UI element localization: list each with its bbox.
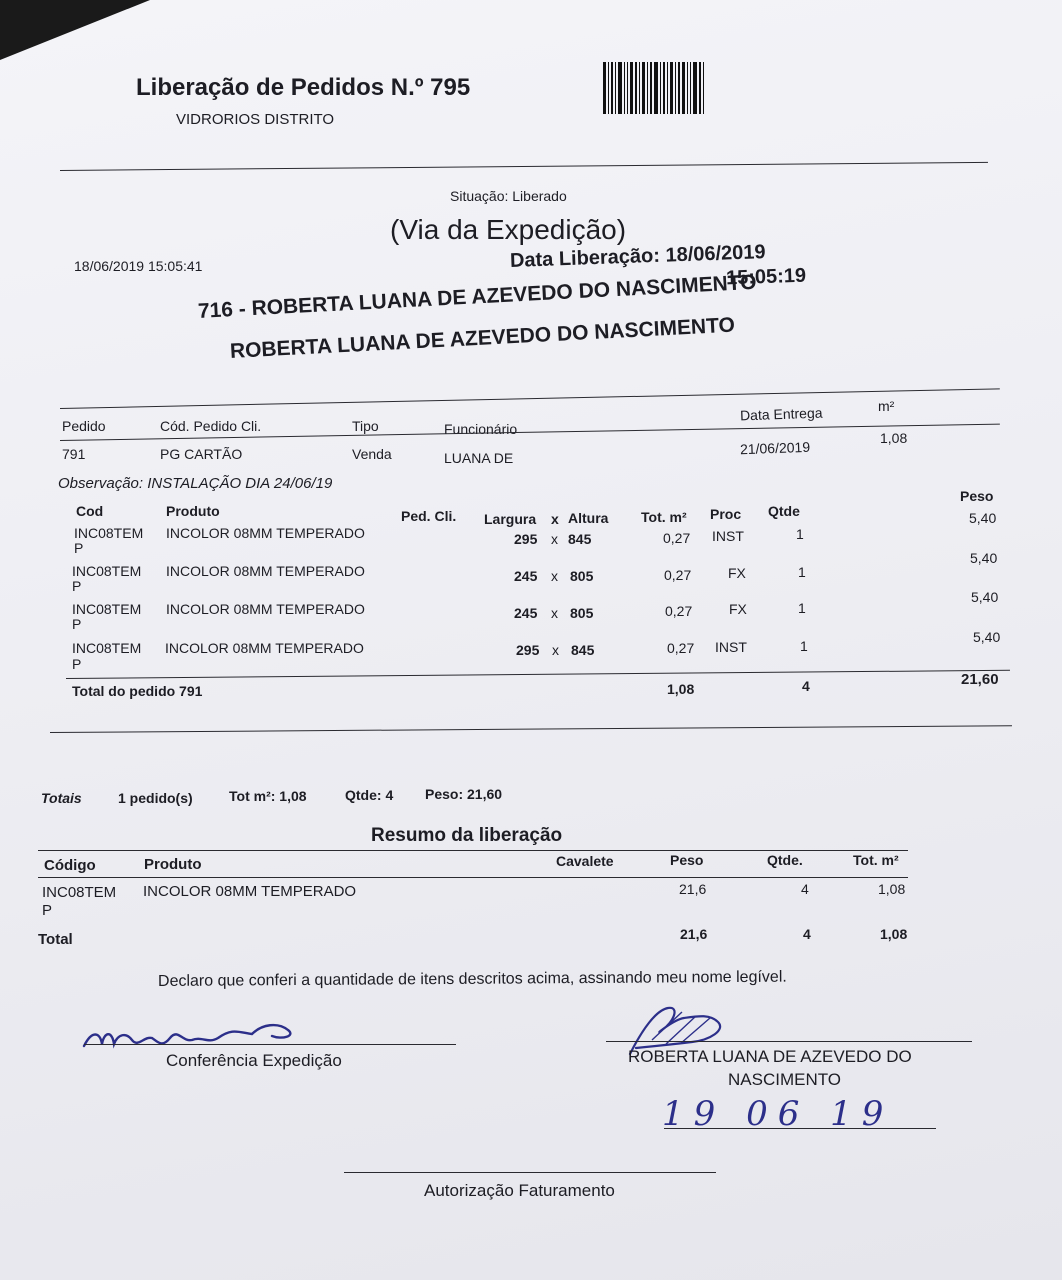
barcode-bar <box>675 62 676 114</box>
total-tot-m2: 1,08 <box>667 681 695 697</box>
row-produto: INCOLOR 08MM TEMPERADO <box>166 601 365 617</box>
order-tipo: Venda <box>352 446 392 462</box>
row-peso: 5,40 <box>969 510 997 526</box>
declaration-text: Declaro que conferi a quantidade de itens descritos acima, assinando meu nome legível. <box>157 968 787 990</box>
barcode-bar <box>703 62 704 114</box>
barcode-bar <box>663 62 665 114</box>
status-text: Situação: Liberado <box>450 188 567 204</box>
signature-line-left <box>84 1044 456 1045</box>
barcode-bar <box>654 62 658 114</box>
barcode-bar <box>682 62 685 114</box>
signature-label-left: Conferência Expedição <box>166 1051 342 1070</box>
row-largura: 245 <box>514 605 538 621</box>
row-tot-m2: 0,27 <box>665 603 693 619</box>
row-produto: INCOLOR 08MM TEMPERADO <box>166 525 365 541</box>
order-pedido: 791 <box>62 446 86 462</box>
summary-title: Resumo da liberação <box>371 825 563 846</box>
order-col-m2: m² <box>878 398 895 414</box>
row-x: x <box>551 568 558 584</box>
barcode-bar <box>608 62 609 114</box>
release-time: 15:05:19 <box>725 264 807 290</box>
row-largura: 295 <box>514 531 538 547</box>
summary-qtde: 4 <box>801 881 809 897</box>
row-largura: 295 <box>516 642 540 658</box>
summary-col-tot-m2: Tot. m² <box>853 852 899 868</box>
barcode-bar <box>635 62 637 114</box>
order-col-cod-cli: Cód. Pedido Cli. <box>160 418 262 434</box>
col-peso: Peso <box>960 488 994 504</box>
summary-produto: INCOLOR 08MM TEMPERADO <box>143 883 357 900</box>
row-altura: 805 <box>570 568 594 584</box>
summary-total-peso: 21,6 <box>680 926 708 942</box>
row-x: x <box>552 642 559 658</box>
barcode-bar <box>693 62 697 114</box>
date-line <box>664 1128 936 1129</box>
total-qtde: 4 <box>802 678 810 694</box>
row-altura: 845 <box>571 642 595 658</box>
items-total-divider <box>66 670 1010 679</box>
summary-total-qtde: 4 <box>803 926 811 942</box>
row-proc: INST <box>715 639 747 655</box>
barcode-bar <box>639 62 640 114</box>
row-cod-suffix: P <box>72 578 82 594</box>
row-cod-suffix: P <box>72 656 82 672</box>
total-peso: 21,60 <box>961 671 999 688</box>
summary-col-codigo: Código <box>44 857 96 874</box>
barcode-bar <box>660 62 661 114</box>
print-datetime: 18/06/2019 15:05:41 <box>74 258 203 274</box>
signature-line-right <box>606 1041 972 1042</box>
order-m2: 1,08 <box>880 430 908 446</box>
signature-name-line-1: ROBERTA LUANA DE AZEVEDO DO <box>628 1047 912 1066</box>
barcode-bar <box>687 62 688 114</box>
barcode-bar <box>667 62 668 114</box>
totals-qtde: Qtde: 4 <box>345 787 394 803</box>
row-cod: INC08TEM <box>72 601 142 617</box>
order-funcionario: LUANA DE <box>444 450 514 466</box>
handwritten-date-text: 19 06 19 <box>662 1094 894 1134</box>
summary-tot-m2: 1,08 <box>878 881 906 897</box>
row-cod: INC08TEM <box>74 525 144 541</box>
row-proc: FX <box>728 565 746 581</box>
col-qtde: Qtde <box>768 503 800 519</box>
barcode-bar <box>642 62 645 114</box>
barcode-bar <box>678 62 680 114</box>
release-label: Data Liberação: <box>509 244 661 272</box>
row-tot-m2: 0,27 <box>664 567 692 583</box>
row-cod: INC08TEM <box>72 640 142 656</box>
client-line-1: 716 - ROBERTA LUANA DE AZEVEDO DO NASCIMENTO <box>197 270 758 323</box>
document-title: Liberação de Pedidos N.º 795 <box>136 74 471 101</box>
row-produto: INCOLOR 08MM TEMPERADO <box>166 563 365 579</box>
totals-label: Totais <box>41 790 82 806</box>
order-observation: Observação: INSTALAÇÃO DIA 24/06/19 <box>58 475 333 492</box>
order-data-entrega: 21/06/2019 <box>739 438 811 458</box>
summary-col-qtde: Qtde. <box>767 852 803 868</box>
summary-cod-suffix: P <box>42 902 53 919</box>
client-line-2: ROBERTA LUANA DE AZEVEDO DO NASCIMENTO <box>229 313 736 363</box>
row-peso: 5,40 <box>973 629 1001 645</box>
summary-peso: 21,6 <box>679 881 707 897</box>
row-produto: INCOLOR 08MM TEMPERADO <box>165 640 364 656</box>
barcode-bar <box>615 62 616 114</box>
col-altura: Altura <box>568 510 609 526</box>
order-col-funcionario: Funcionário <box>444 421 518 437</box>
order-cod-cli: PG CARTÃO <box>160 446 243 462</box>
row-tot-m2: 0,27 <box>663 530 691 546</box>
col-cod: Cod <box>76 503 104 519</box>
col-tot-m2: Tot. m² <box>641 509 687 525</box>
summary-col-produto: Produto <box>144 856 202 873</box>
row-peso: 5,40 <box>970 550 998 566</box>
order-col-data-entrega: Data Entrega <box>739 404 823 424</box>
order-col-tipo: Tipo <box>352 418 379 434</box>
summary-total-label: Total <box>38 931 73 948</box>
summary-col-peso: Peso <box>670 852 704 868</box>
barcode-bar <box>650 62 652 114</box>
barcode-bar <box>647 62 648 114</box>
barcode-bar <box>618 62 622 114</box>
section-divider <box>50 725 1012 733</box>
via-label: (Via da Expedição) <box>390 214 627 245</box>
barcode-bar <box>611 62 613 114</box>
row-tot-m2: 0,27 <box>667 640 695 656</box>
company-name: VIDRORIOS DISTRITO <box>176 111 335 128</box>
col-largura: Largura <box>484 511 537 527</box>
release-date-value: 18/06/2019 <box>665 241 766 267</box>
summary-header-divider <box>38 877 908 878</box>
row-x: x <box>551 531 558 547</box>
col-produto: Produto <box>166 503 220 519</box>
row-altura: 805 <box>570 605 594 621</box>
signature-name-line-2: NASCIMENTO <box>728 1070 842 1089</box>
barcode-bar <box>603 62 606 114</box>
total-label: Total do pedido 791 <box>72 683 203 699</box>
billing-line <box>344 1172 716 1173</box>
barcode-bar <box>630 62 633 114</box>
summary-cod: INC08TEM <box>42 884 117 901</box>
row-peso: 5,40 <box>971 589 999 605</box>
row-cod-suffix: P <box>72 616 82 632</box>
row-x: x <box>551 605 558 621</box>
barcode-bar <box>699 62 701 114</box>
header-divider <box>60 162 988 171</box>
barcode <box>603 62 745 114</box>
summary-col-cavalete: Cavalete <box>556 853 614 869</box>
row-cod-suffix: P <box>74 540 84 556</box>
row-altura: 845 <box>568 531 592 547</box>
totals-peso: Peso: 21,60 <box>425 786 503 802</box>
row-qtde: 1 <box>800 638 808 654</box>
summary-top-divider <box>38 850 908 851</box>
barcode-bar <box>670 62 673 114</box>
row-proc: INST <box>712 528 744 544</box>
row-qtde: 1 <box>798 600 806 616</box>
barcode-bar <box>624 62 625 114</box>
row-proc: FX <box>729 601 747 617</box>
order-col-pedido: Pedido <box>62 418 106 434</box>
barcode-bar <box>627 62 628 114</box>
col-ped-cli: Ped. Cli. <box>401 508 457 524</box>
row-qtde: 1 <box>798 564 806 580</box>
row-qtde: 1 <box>796 526 804 542</box>
totals-m2: Tot m²: 1,08 <box>229 788 307 804</box>
col-x: x <box>551 511 559 527</box>
billing-label: Autorização Faturamento <box>424 1181 615 1200</box>
order-top-divider <box>60 388 1000 409</box>
totals-pedidos: 1 pedido(s) <box>118 790 193 806</box>
summary-total-tot-m2: 1,08 <box>880 926 908 942</box>
folded-corner <box>0 0 150 60</box>
barcode-bar <box>690 62 691 114</box>
row-cod: INC08TEM <box>72 563 142 579</box>
row-largura: 245 <box>514 568 538 584</box>
col-proc: Proc <box>710 506 742 522</box>
